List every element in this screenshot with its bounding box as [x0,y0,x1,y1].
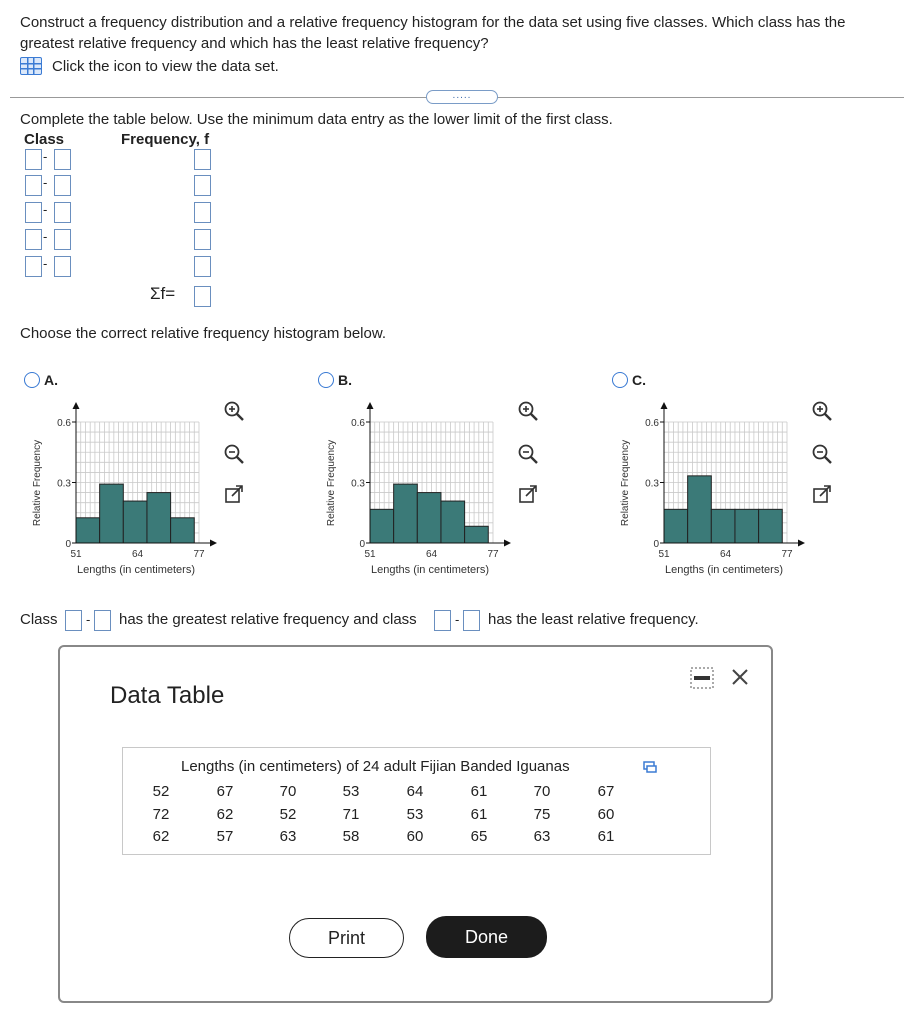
class-lower-limit-input[interactable] [25,202,42,223]
least-class-upper-input[interactable] [463,610,480,631]
data-cell: 75 [533,806,551,823]
histogram-bar [441,501,465,543]
greatest-class-dash: - [86,612,91,627]
class-column-header: Class [24,131,65,148]
option-label: C. [632,372,646,388]
x-tick-label: 77 [781,549,793,560]
open-external-icon[interactable] [811,483,833,505]
y-tick-label: 0.6 [351,418,365,429]
x-tick-label: 51 [364,549,376,560]
histogram-chart [322,398,522,583]
y-tick-label: 0 [65,539,71,550]
y-axis-arrow [661,402,668,409]
histogram-bar [759,509,783,543]
question-text: Construct a frequency distribution and a relative frequency histogram for the data set using five classes. Which class has the greatest relative frequency and which has the least relative frequency? [20,14,846,52]
x-axis-label: Lengths (in centimeters) [665,564,783,576]
class-upper-limit-input[interactable] [54,202,71,223]
sum-equals: = [165,284,176,303]
data-cell: 63 [279,828,297,845]
class-upper-limit-input[interactable] [54,229,71,250]
histogram-bar [735,509,759,543]
least-class-dash: - [455,612,460,627]
x-tick-label: 77 [193,549,205,560]
data-cell: 70 [279,783,297,800]
x-axis-label: Lengths (in centimeters) [371,564,489,576]
x-axis-arrow [798,540,805,547]
y-tick-label: 0.6 [57,418,71,429]
zoom-out-icon[interactable] [517,443,539,465]
zoom-out-icon[interactable] [811,443,833,465]
data-table-modal [58,645,773,1003]
sum-symbol: Σf [150,284,166,303]
data-set-link-row[interactable] [20,57,279,75]
x-axis-arrow [504,540,511,547]
print-button[interactable]: Print [289,918,404,958]
data-cell: 62 [216,806,234,823]
class-lower-limit-input[interactable] [25,175,42,196]
histogram-bar [100,484,124,543]
data-cell: 60 [406,828,424,845]
histogram-bar [394,484,418,543]
y-axis-arrow [73,402,80,409]
option-radio[interactable] [318,372,334,388]
greatest-class-lower-input[interactable] [65,610,82,631]
x-tick-label: 51 [70,549,82,560]
sum-label [150,284,175,304]
data-cell: 70 [533,783,551,800]
data-cell: 61 [470,783,488,800]
class-dash: - [43,256,48,271]
answer-middle: has the greatest relative frequency and class [119,611,417,628]
modal-title: Data Table [110,682,225,709]
y-axis-label: Relative Frequency [32,439,43,527]
histogram-bar [688,476,712,543]
class-dash: - [43,202,48,217]
zoom-in-icon[interactable] [223,400,245,422]
least-class-lower-input[interactable] [434,610,451,631]
x-axis-arrow [210,540,217,547]
frequency-input[interactable] [194,202,211,223]
data-cell: 65 [470,828,488,845]
y-tick-label: 0 [653,539,659,550]
histogram-bar [417,493,441,543]
done-button[interactable]: Done [426,916,547,958]
class-lower-limit-input[interactable] [25,149,42,170]
class-dash: - [43,229,48,244]
histogram-bar [123,501,147,543]
data-cell: 61 [597,828,615,845]
class-dash: - [43,175,48,190]
y-axis-label: Relative Frequency [620,439,631,527]
option-label: B. [338,372,352,388]
answer-suffix: has the least relative frequency. [488,611,699,628]
data-cell: 52 [152,783,170,800]
y-tick-label: 0.6 [645,418,659,429]
table-grid-icon[interactable] [20,57,42,75]
y-tick-label: 0.3 [645,478,659,490]
frequency-input[interactable] [194,175,211,196]
frequency-column-header: Frequency, f [121,131,210,148]
answer-prefix: Class [20,611,58,628]
histogram-bar [370,509,394,543]
class-lower-limit-input[interactable] [25,256,42,277]
class-dash: - [43,149,48,164]
histogram-chart [616,398,816,583]
data-cell: 67 [216,783,234,800]
sum-frequency-input[interactable] [194,286,211,307]
data-table [122,747,711,855]
expand-button[interactable]: ..... [426,90,498,104]
data-cell: 71 [342,806,360,823]
option-radio[interactable] [612,372,628,388]
frequency-input[interactable] [194,256,211,277]
greatest-class-upper-input[interactable] [94,610,111,631]
frequency-input[interactable] [194,149,211,170]
data-cell: 52 [279,806,297,823]
x-tick-label: 64 [425,549,438,560]
data-cell: 64 [406,783,424,800]
histogram-bar [147,493,171,543]
histogram-bar [664,509,688,543]
zoom-out-icon[interactable] [223,443,245,465]
histogram-bar [465,526,489,543]
y-axis-label: Relative Frequency [326,439,337,527]
table-instruction: Complete the table below. Use the minimum data entry as the lower limit of the first class. [20,111,613,128]
option-label: A. [44,372,58,388]
data-cell: 58 [342,828,360,845]
class-upper-limit-input[interactable] [54,175,71,196]
frequency-input[interactable] [194,229,211,250]
x-tick-label: 64 [131,549,144,560]
histogram-bar [171,518,195,543]
data-cell: 67 [597,783,615,800]
y-tick-label: 0.3 [351,478,365,490]
data-cell: 53 [406,806,424,823]
class-upper-limit-input[interactable] [54,256,71,277]
data-cell: 61 [470,806,488,823]
histogram-prompt: Choose the correct relative frequency histogram below. [20,325,387,342]
close-icon[interactable] [730,667,750,687]
y-tick-label: 0.3 [57,478,71,490]
data-cell: 57 [216,828,234,845]
histogram-chart [28,398,228,583]
x-axis-label: Lengths (in centimeters) [77,564,195,576]
minimize-icon[interactable] [690,667,714,689]
class-lower-limit-input[interactable] [25,229,42,250]
data-cell: 60 [597,806,615,823]
data-cell: 53 [342,783,360,800]
data-table-caption: Lengths (in centimeters) of 24 adult Fijian Banded Iguanas [181,758,570,775]
histogram-bar [76,518,100,543]
class-upper-limit-input[interactable] [54,149,71,170]
data-cell: 72 [152,806,170,823]
x-tick-label: 77 [487,549,499,560]
data-cell: 63 [533,828,551,845]
y-tick-label: 0 [359,539,365,550]
option-radio[interactable] [24,372,40,388]
data-cell: 62 [152,828,170,845]
zoom-in-icon[interactable] [517,400,539,422]
open-external-icon[interactable] [223,483,245,505]
zoom-in-icon[interactable] [811,400,833,422]
copy-icon[interactable] [643,760,657,774]
y-axis-arrow [367,402,374,409]
x-tick-label: 64 [719,549,732,560]
histogram-bar [711,509,735,543]
open-external-icon[interactable] [517,483,539,505]
x-tick-label: 51 [658,549,670,560]
data-set-link-text: Click the icon to view the data set. [52,57,279,75]
